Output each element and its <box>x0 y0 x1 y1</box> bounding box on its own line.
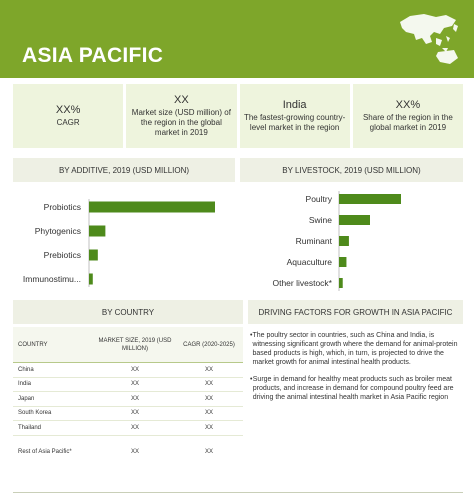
cagr: XX <box>204 410 213 417</box>
bar-other-livestock- <box>339 278 343 288</box>
cagr: XX <box>204 381 213 388</box>
market-size: XX <box>130 395 139 402</box>
bar-probiotics <box>89 202 215 213</box>
driver-text: The poultry sector in countries, such as China and India, is witnessing significant growth where the demand for animal-protein based products is high, which, in turn, is projected to drive the market growth for animal intestinal health products. <box>252 332 458 366</box>
kpi-cagr <box>13 84 123 148</box>
region-title: ASIA PACIFIC <box>22 44 164 67</box>
table-row <box>13 378 243 393</box>
country-name: China <box>18 366 34 373</box>
bullet-icon: • <box>250 332 253 339</box>
country-name: India <box>18 381 32 388</box>
bar-swine <box>339 215 370 225</box>
country-name: South Korea <box>18 410 52 417</box>
kpi-row <box>13 84 463 148</box>
region-header <box>0 0 474 78</box>
bar-prebiotics <box>89 250 98 261</box>
kpi-value: XX% <box>395 99 421 111</box>
country-name: Rest of Asia Pacific* <box>18 448 72 455</box>
driving-factors-list <box>250 331 460 410</box>
col-market-size: MARKET SIZE, 2019 (USD MILLION) <box>98 337 172 352</box>
section-head-drivers: DRIVING FACTORS FOR GROWTH IN ASIA PACIFIC <box>248 300 463 324</box>
kpi-value: XX% <box>55 104 81 116</box>
market-size: XX <box>130 448 139 455</box>
category-label: Phytogenics <box>34 226 81 236</box>
category-label: Aquaculture <box>286 257 332 267</box>
category-label: Probiotics <box>43 202 81 212</box>
kpi-label: Share of the region in the global market in 2019 <box>362 113 453 132</box>
kpi-market-size <box>126 84 236 148</box>
col-cagr: CAGR (2020-2025) <box>183 341 235 348</box>
kpi-label: The fastest-growing country-level market in the region <box>243 113 346 132</box>
bar-ruminant <box>339 236 349 246</box>
kpi-value: India <box>282 99 307 111</box>
market-size: XX <box>130 366 139 373</box>
market-size: XX <box>130 410 139 417</box>
bar-aquaculture <box>339 257 346 267</box>
table-header <box>13 327 243 363</box>
bar-poultry <box>339 194 401 204</box>
section-head-additive: BY ADDITIVE, 2019 (USD MILLION) <box>13 158 235 182</box>
section-head-livestock: BY LIVESTOCK, 2019 (USD MILLION) <box>240 158 463 182</box>
category-label: Poultry <box>305 194 332 204</box>
country-name: Japan <box>18 395 35 402</box>
table-row <box>13 421 243 436</box>
bar-immunostimu- <box>89 274 93 285</box>
table-row <box>13 363 243 378</box>
market-size: XX <box>130 424 139 431</box>
category-label: Other livestock* <box>272 278 332 288</box>
table-row <box>13 392 243 407</box>
kpi-value: XX <box>174 94 189 106</box>
kpi-global-share <box>353 84 463 148</box>
cagr: XX <box>204 424 213 431</box>
additive-bar-chart <box>13 187 235 295</box>
kpi-label: CAGR <box>56 118 80 127</box>
asia-pacific-map-icon <box>396 8 466 66</box>
kpi-fastest-growing <box>240 84 350 148</box>
cagr: XX <box>204 448 213 455</box>
livestock-bar-chart <box>240 187 463 295</box>
kpi-label: Market size (USD million) of the region in the global market in 2019 <box>131 108 231 137</box>
category-label: Immunostimu... <box>22 274 81 284</box>
list-item <box>250 375 460 402</box>
cagr: XX <box>204 395 213 402</box>
category-label: Swine <box>308 215 332 225</box>
col-country: COUNTRY <box>18 341 48 348</box>
divider <box>13 492 463 493</box>
category-label: Ruminant <box>295 236 332 246</box>
driver-text: Surge in demand for healthy meat products such as broiler meat products, and increase in demand for compound poultry feed are driving the animal intestinal health market in Asia Pacific region <box>252 376 454 401</box>
category-label: Prebiotics <box>43 250 81 260</box>
cagr: XX <box>204 366 213 373</box>
bar-phytogenics <box>89 226 105 237</box>
market-size: XX <box>130 381 139 388</box>
country-table <box>13 327 243 459</box>
country-name: Thailand <box>18 424 42 431</box>
table-row <box>13 407 243 422</box>
list-item <box>250 331 460 367</box>
table-row <box>13 445 243 460</box>
bullet-icon: • <box>250 376 253 383</box>
section-head-country: BY COUNTRY <box>13 300 243 324</box>
